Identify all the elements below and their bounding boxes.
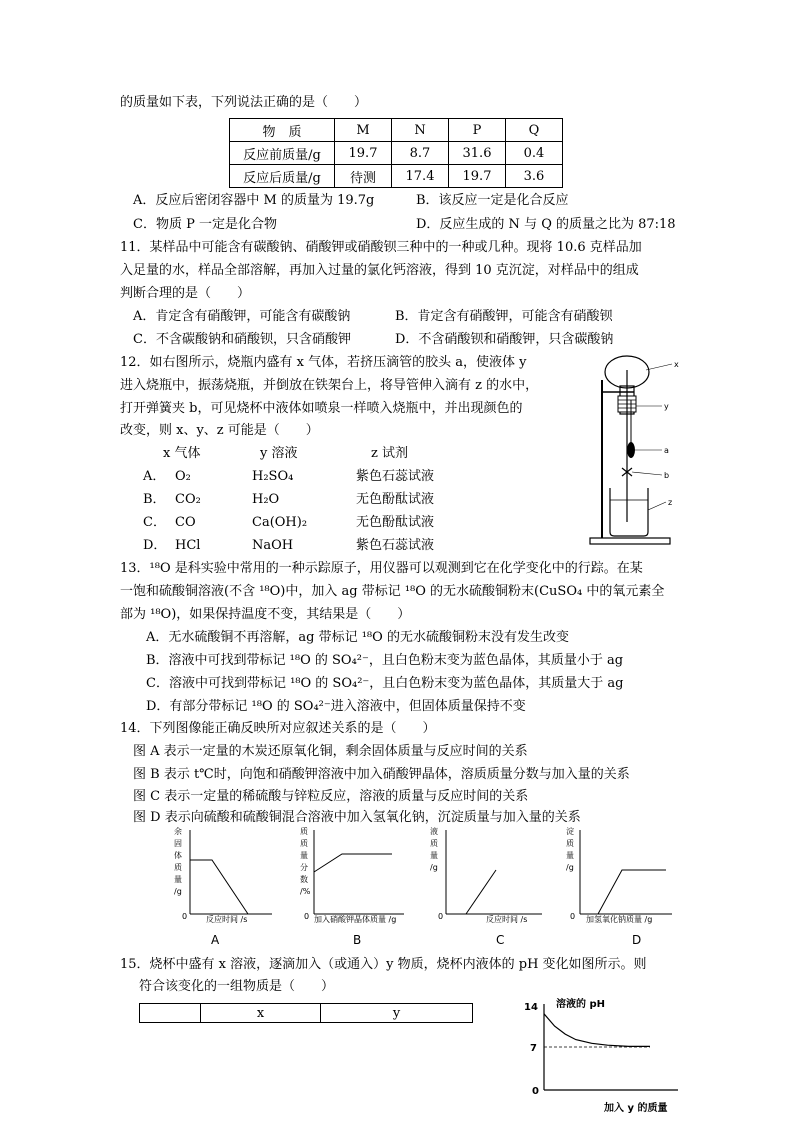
y-label-char: 固 [174,839,182,848]
q13-option-c: C．溶液中可找到带标记 ¹⁸O 的 SO₄²⁻，且白色粉末变为蓝色晶体，其质量大于 ag [146,676,624,691]
q12-option-key: B． [143,492,166,507]
table-cell: N [392,119,449,142]
q12-header-x: x 气体 [163,446,201,461]
table-cell: Q [506,119,563,142]
q12-header-z: z 试剂 [371,446,408,461]
q12-option-x: HCl [175,538,201,553]
table-cell: 19.7 [335,142,392,165]
q12-option-x: CO [175,515,196,530]
x-label: 加氢氧化钠质量 /g [586,915,653,924]
q10-option-c: C．物质 P 一定是化合物 [133,217,277,232]
y-label-char: /% [300,887,311,896]
q12-option-y: NaOH [252,538,294,553]
y-tick-label: 14 [524,1002,538,1013]
table-header-row [140,1004,473,1023]
y-tick-label: 7 [530,1043,537,1054]
q12-option-z: 无色酚酞试液 [356,515,435,530]
y-label-char: /g [430,863,438,872]
y-label-char: 数 [300,875,308,884]
table-row [230,165,563,188]
chart-title: 溶液的 pH [556,999,606,1010]
table-cell: 17.4 [392,165,449,188]
q11-option-d: D．不含硝酸钡和硝酸钾，只含碳酸钠 [395,332,614,347]
label-z: z [668,498,673,507]
y-label-char: 质 [300,827,308,836]
q12-option-key: D． [143,538,167,553]
y-label-char: 量 [300,851,308,860]
y-label-char: 质 [174,863,182,872]
y-label-char: 液 [430,827,438,836]
curve-b [314,854,392,872]
curve-d [598,870,666,914]
q13-line3: 部为 ¹⁸O)，如果保持温度不变，其结果是（ ） [120,607,411,622]
curve-c [466,870,496,914]
graph-letter: D [632,933,642,947]
table-cell: P [449,119,506,142]
table-cell: 待测 [335,165,392,188]
y-label-char: /g [174,887,182,896]
q13-line2: 一饱和硫酸铜溶液(不含 ¹⁸O)中，加入 ag 带标记 ¹⁸O 的无水硫酸铜粉末(CuSO₄ 中的氧元素全 [120,584,665,599]
curve-a [190,860,248,914]
q12-line2: 进入烧瓶中，振荡烧瓶，并倒放在铁架台上，将导管伸入滴有 z 的水中， [120,378,539,393]
table-cell: x [201,1004,321,1023]
q12-line3: 打开弹簧夹 b，可见烧杯中液体如喷泉一样喷入烧瓶中，并出现颜色的 [120,401,523,416]
q13-line1: 13．¹⁸O 是科实验中常用的一种示踪原子，用仪器可以观测到它在化学变化中的行踪。在某 [120,561,643,576]
q13-option-d: D．有部分带标记 ¹⁸O 的 SO₄²⁻进入溶液中，但固体质量保持不变 [146,699,526,714]
q12-line4: 改变，则 x、y、z 可能是（ ） [120,423,319,438]
q11-option-b: B．肯定含有硝酸钾，可能含有硝酸钡 [395,309,613,324]
q11-line1: 11．某样品中可能含有碳酸钠、硝酸钾或硝酸钡三种中的一种或几种。现将 10.6 克样品加 [120,240,642,255]
q12-option-z: 紫色石蕊试液 [356,469,435,484]
q12-option-z: 无色酚酞试液 [356,492,435,507]
ph-curve [544,1014,650,1047]
beaker [610,488,648,536]
graph-c [430,826,542,947]
q14-desc-d: 图 D 表示向硫酸和硫酸铜混合溶液中加入氢氧化钠，沉淀质量与加入量的关系 [133,810,581,825]
y-label-char: 质 [300,839,308,848]
q15-line1: 15．烧杯中盛有 x 溶液，逐滴加入（或通入）y 物质，烧杯内液体的 pH 变化如图所示。则 [120,957,647,972]
q11-line3: 判断合理的是（ ） [120,286,251,301]
table-cell: 19.7 [449,165,506,188]
graph-origin: 0 [182,912,188,921]
graph-d [566,826,672,947]
table-cell: 反应前质量/g [230,142,335,165]
y-label-char: 余 [174,827,182,836]
table-cell: 8.7 [392,142,449,165]
table-header-row [230,119,563,142]
q11-line2: 入足量的水，样品全部溶解，再加入过量的氯化钙溶液，得到 10 克沉淀，对样品中的组成 [120,263,639,278]
q12-option-x: CO₂ [175,492,201,507]
graph-letter: B [353,933,362,947]
q14-desc-a: 图 A 表示一定量的木炭还原氧化铜，剩余固体质量与反应时间的关系 [133,744,528,759]
x-label: 反应时间 /s [486,915,528,924]
fountain-apparatus-diagram [560,350,690,550]
graphs-row [160,826,680,952]
q14-desc-b: 图 B 表示 t℃时，向饱和硝酸钾溶液中加入硝酸钾晶体，溶质质量分数与加入量的关系 [133,767,630,782]
x-axis-label: 加入 y 的质量 [604,1103,668,1114]
q12-line1: 12．如右图所示，烧瓶内盛有 x 气体，若挤压滴管的胶头 a，使液体 y [120,355,527,370]
label-y: y [664,402,669,411]
table-cell: 物 质 [230,119,335,142]
graph-origin: 0 [570,912,576,921]
q10-option-d: D．反应生成的 N 与 Q 的质量之比为 87:18 [416,217,676,232]
table-cell: 31.6 [449,142,506,165]
x-label: 反应时间 /s [206,915,248,924]
y-tick-label: 0 [532,1086,539,1097]
q11-option-a: A．肯定含有硝酸钾，可能含有碳酸钠 [133,309,351,324]
graph-letter: C [496,933,505,947]
q15-table [139,1003,473,1023]
graph-a [174,826,272,947]
graph-origin: 0 [304,912,310,921]
q12-option-z: 紫色石蕊试液 [356,538,435,553]
table-cell: y [321,1004,473,1023]
intro-line: 的质量如下表，下列说法正确的是（ ） [120,95,368,110]
mass-table [229,118,563,188]
table-row [230,142,563,165]
y-label-char: 量 [566,851,574,860]
label-b: b [664,471,670,480]
q12-option-key: C． [143,515,166,530]
q14-line1: 14．下列图像能正确反映所对应叙述关系的是（ ） [120,721,436,736]
graph-letter: A [211,933,220,947]
q13-option-a: A．无水硫酸铜不再溶解，ag 带标记 ¹⁸O 的无水硫酸铜粉末没有发生改变 [146,630,569,645]
y-label-char: 质 [566,839,574,848]
ph-chart [508,998,688,1116]
y-label-char: 分 [300,863,308,872]
graph-origin: 0 [438,912,444,921]
stand-base [590,538,670,544]
table-cell: M [335,119,392,142]
q12-option-y: H₂SO₄ [252,469,294,484]
q10-option-a: A．反应后密闭容器中 M 的质量为 19.7g [133,193,375,208]
table-cell [140,1004,201,1023]
label-a: a [664,446,669,455]
x-label: 加入硝酸钾晶体质量 /g [314,915,397,924]
label-x: x [674,360,679,369]
q11-option-c: C．不含碳酸钠和硝酸钡，只含硝酸钾 [133,332,351,347]
q12-option-x: O₂ [175,469,191,484]
y-label-char: 量 [174,875,182,884]
y-label-char: /g [566,863,574,872]
table-cell: 3.6 [506,165,563,188]
table-cell: 反应后质量/g [230,165,335,188]
q13-option-b: B．溶液中可找到带标记 ¹⁸O 的 SO₄²⁻，且白色粉末变为蓝色晶体，其质量小于 ag [146,653,624,668]
q12-option-y: H₂O [252,492,280,507]
q10-option-b: B．该反应一定是化合反应 [416,193,569,208]
q12-option-y: Ca(OH)₂ [252,515,308,530]
y-label-char: 体 [174,851,182,860]
dropper-bulb [627,442,635,458]
q15-line2: 符合该变化的一组物质是（ ） [139,979,335,994]
y-label-char: 质 [430,839,438,848]
q12-option-key: A． [143,469,166,484]
graph-b [300,826,404,947]
q12-header-y: y 溶液 [260,446,298,461]
y-label-char: 淀 [566,827,574,836]
y-label-char: 量 [430,851,438,860]
table-cell: 0.4 [506,142,563,165]
q14-desc-c: 图 C 表示一定量的稀硫酸与锌粒反应，溶液的质量与反应时间的关系 [133,789,529,804]
